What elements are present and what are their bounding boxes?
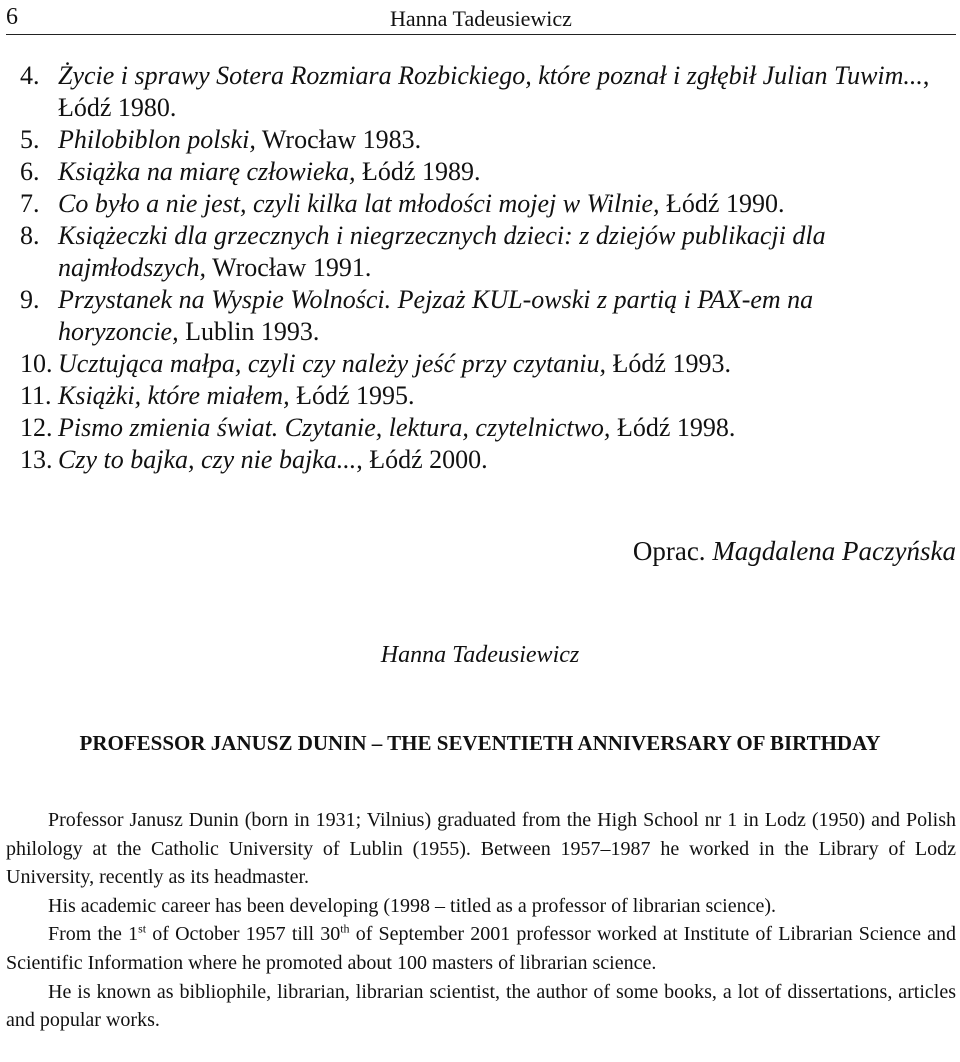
bibliography-item-title: Książka na miarę człowieka, xyxy=(58,157,356,186)
bibliography-item-text xyxy=(58,188,940,220)
bibliography-item-number: 4. xyxy=(20,61,40,90)
bibliography-item-title: Czy to bajka, czy nie bajka... xyxy=(58,445,357,474)
article-paragraph xyxy=(6,920,956,977)
bibliography-item-number: 9. xyxy=(20,285,40,314)
bibliography-item xyxy=(20,444,940,476)
bibliography-item-number: 5. xyxy=(20,125,40,154)
bibliography-item-text xyxy=(58,124,940,156)
bibliography-item-text xyxy=(58,60,940,124)
bibliography-item-place-year: Łódź 1989. xyxy=(355,157,481,186)
bibliography-item-title: Philobiblon polski, xyxy=(58,125,256,154)
editor-credit-name: Magdalena Paczyńska xyxy=(712,536,956,566)
bibliography-item-text xyxy=(58,156,940,188)
page-number: 6 xyxy=(6,4,18,30)
bibliography-item-place-year: Lublin 1993. xyxy=(178,317,320,346)
article-title: PROFESSOR JANUSZ DUNIN – THE SEVENTIETH ANNIVERSARY OF BIRTHDAY xyxy=(79,731,881,755)
bibliography-item xyxy=(20,412,940,444)
running-header-author: Hanna Tadeusiewicz xyxy=(390,6,572,31)
bibliography-item-text xyxy=(58,348,940,380)
bibliography-item xyxy=(20,220,940,284)
article-author: Hanna Tadeusiewicz xyxy=(380,642,580,668)
running-header xyxy=(6,2,956,35)
bibliography-item-place-year: Łódź 1990. xyxy=(659,189,785,218)
bibliography-item xyxy=(20,188,940,220)
bibliography-item-number: 10. xyxy=(20,349,53,378)
bibliography-item-place-year: Łódź 1995. xyxy=(289,381,415,410)
editor-credit xyxy=(633,534,956,568)
bibliography-item-place-year: Wrocław 1991. xyxy=(206,253,372,282)
article-paragraph: His academic career has been developing (1998 – titled as a professor of librarian science). xyxy=(48,894,777,917)
bibliography-item xyxy=(20,284,940,348)
bibliography-item xyxy=(20,60,940,124)
bibliography-item-title: Pismo zmienia świat. Czytanie, lektura, czytelnictwo, xyxy=(58,413,611,442)
bibliography-item-place-year: , Łódź 2000. xyxy=(356,445,488,474)
bibliography-item-place-year: Łódź 1998. xyxy=(610,413,736,442)
bibliography-item-place-year: , Łódź 1980. xyxy=(58,61,930,122)
bibliography-item-number: 12. xyxy=(20,413,53,442)
bibliography-item xyxy=(20,380,940,412)
bibliography-list xyxy=(20,60,940,476)
bibliography-item-number: 7. xyxy=(20,189,40,218)
bibliography-item-text xyxy=(58,220,940,284)
bibliography-item-number: 6. xyxy=(20,157,40,186)
article-paragraph: He is known as bibliophile, librarian, librarian scientist, the author of some books, a lot of dissertations, articles and popular works. xyxy=(6,980,956,1032)
bibliography-item-text xyxy=(58,444,940,476)
bibliography-item-title: Książki, które miałem, xyxy=(58,381,290,410)
bibliography-item-number: 13. xyxy=(20,445,53,474)
bibliography-item-title: Przystanek na Wyspie Wolności. Pejzaż KUL-owski z partią i PAX-em na horyzoncie, xyxy=(58,285,814,346)
bibliography-item-title: Życie i sprawy Sotera Rozmiara Rozbickiego, które poznał i zgłębił Julian Tuwim... xyxy=(58,61,923,90)
bibliography-item-title: Co było a nie jest, czyli kilka lat młodości mojej w Wilnie, xyxy=(58,189,660,218)
bibliography-item-number: 11. xyxy=(20,381,52,410)
superscript-ordinal: st xyxy=(138,921,147,936)
bibliography-item-text xyxy=(58,380,940,412)
bibliography-item xyxy=(20,156,940,188)
paragraph-text: From the 1 xyxy=(48,923,139,946)
bibliography-item-text xyxy=(58,284,940,348)
editor-credit-prefix: Oprac. xyxy=(632,536,713,566)
article-body xyxy=(6,806,956,1035)
bibliography-item-place-year: Wrocław 1983. xyxy=(255,125,422,154)
bibliography-item-text xyxy=(58,412,940,444)
superscript-ordinal: th xyxy=(340,921,350,936)
bibliography-item-number: 8. xyxy=(20,221,40,250)
bibliography-item-title: Ucztująca małpa, czyli czy należy jeść przy czytaniu, xyxy=(58,349,607,378)
paragraph-text: of October 1957 till 30 xyxy=(146,923,341,946)
paragraph-text: of September 2001 professor worked at Institute of Librarian Science and Scientific Information where he promoted about 100 masters of librarian science. xyxy=(6,923,956,974)
bibliography-item xyxy=(20,124,940,156)
bibliography-item-place-year: Łódź 1993. xyxy=(606,349,731,378)
article-paragraph: Professor Janusz Dunin (born in 1931; Vilnius) graduated from the High School nr 1 in Lodz (1950) and Polish philology at the Catholic University of Lublin (1955). Between 1957–1987 he worked in the Library of Lodz University, recently as its headmaster. xyxy=(6,809,956,889)
bibliography-item-title: Książeczki dla grzecznych i niegrzecznych dzieci: z dziejów publikacji dla najmłodszych, xyxy=(58,221,826,282)
bibliography-item xyxy=(20,348,940,380)
